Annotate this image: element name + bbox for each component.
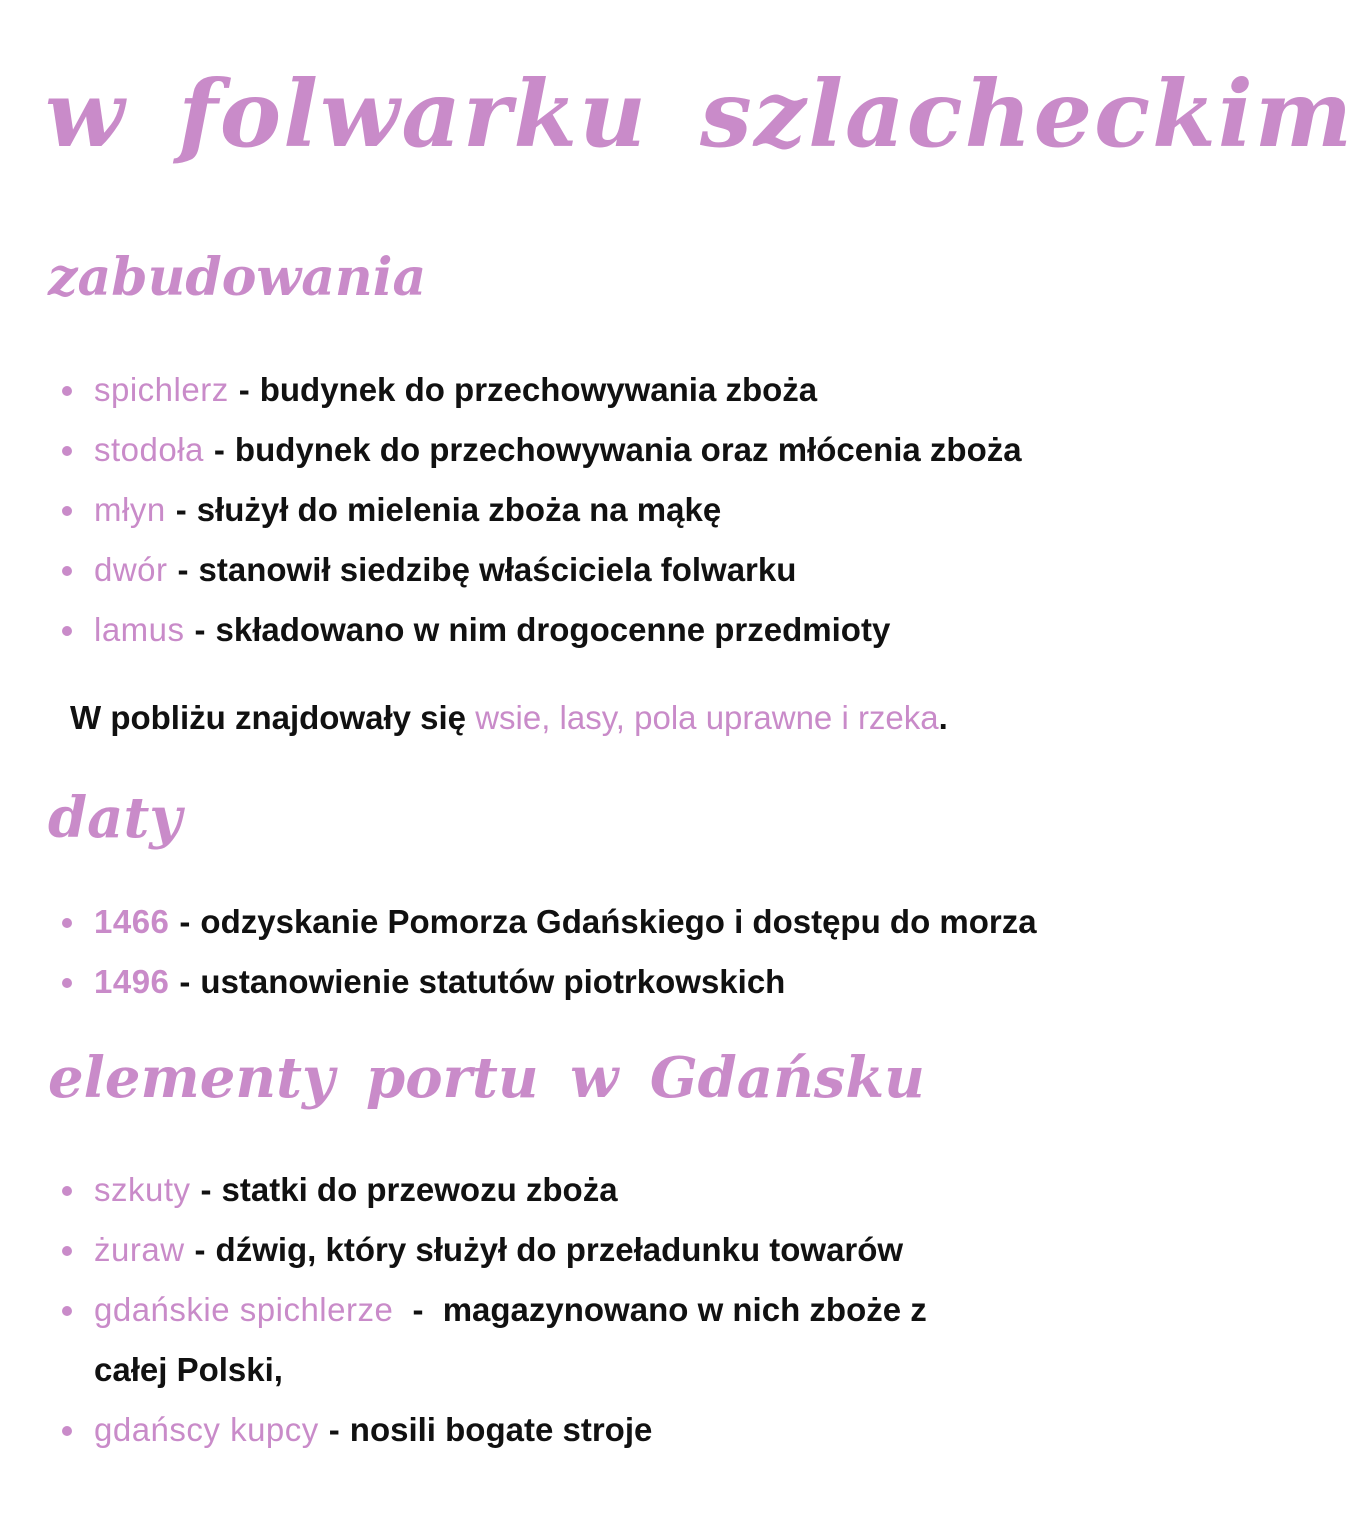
list-item [62,420,1022,480]
note-prefix: W pobliżu znajdowały się [70,699,476,736]
list-item [62,1220,974,1280]
item-year: 1496 [94,963,170,1000]
item-term: żuraw [94,1231,185,1268]
daty-list [62,892,1037,1012]
list-item [62,892,1037,952]
dash-separator: - [177,551,189,588]
dash-separator: - [213,431,225,468]
dash-separator: - [412,1291,424,1328]
bullet-dot [62,626,72,636]
dash-separator: - [175,491,187,528]
item-term: lamus [94,611,185,648]
item-description: nosili bogate stroje [349,1411,653,1448]
item-term: gdańskie spichlerze [94,1291,394,1328]
bullet-dot [62,386,72,396]
bullet-dot [62,566,72,576]
item-term: dwór [94,551,168,588]
section-heading-port-elements: elementy portu w Gdańsku [48,1045,925,1111]
item-description: służył do mielenia zboża na mąkę [196,491,722,528]
note-suffix: . [938,699,948,736]
item-description: budynek do przechowywania oraz młócenia zboża [234,431,1022,468]
list-item [62,540,1022,600]
item-term: stodoła [94,431,204,468]
list-item [62,1400,974,1460]
item-description: budynek do przechowywania zboża [259,371,818,408]
dash-separator: - [194,1231,206,1268]
item-term: spichlerz [94,371,229,408]
list-item [62,952,1037,1012]
item-term: gdańscy kupcy [94,1411,319,1448]
bullet-dot [62,506,72,516]
section-heading-zabudowania: zabudowania [48,247,427,308]
note-highlight: wsie, lasy, pola uprawne i rzeka [475,699,939,736]
dash-separator: - [194,611,206,648]
bullet-dot [62,978,72,988]
item-description: odzyskanie Pomorza Gdańskiego i dostępu do morza [200,903,1037,940]
list-item [62,600,1022,660]
item-year: 1466 [94,903,170,940]
item-description: składowano w nim drogocenne przedmioty [215,611,891,648]
item-description: dźwig, który służył do przeładunku towarów [215,1231,904,1268]
list-item [62,1280,974,1400]
item-description: magazynowano w nich zboże z całej Polski, [94,1291,927,1388]
bullet-dot [62,1426,72,1436]
item-term: młyn [94,491,166,528]
bullet-dot [62,1246,72,1256]
surroundings-note [70,688,948,748]
item-wrap [94,1280,974,1400]
item-description: ustanowienie statutów piotrkowskich [200,963,786,1000]
dash-separator: - [328,1411,340,1448]
bullet-dot [62,1306,72,1316]
bullet-dot [62,446,72,456]
page-title: w folwarku szlacheckim [45,60,1354,168]
port-elements-list [62,1160,974,1460]
dash-separator: - [179,903,191,940]
list-item [62,480,1022,540]
bullet-dot [62,1186,72,1196]
zabudowania-list [62,360,1022,660]
bullet-dot [62,918,72,928]
item-description: stanowił siedzibę właściciela folwarku [198,551,797,588]
item-description: statki do przewozu zboża [221,1171,618,1208]
item-term: szkuty [94,1171,191,1208]
list-item [62,1160,974,1220]
dash-separator: - [200,1171,212,1208]
dash-separator: - [238,371,250,408]
dash-separator: - [179,963,191,1000]
section-heading-daty: daty [48,785,182,851]
list-item [62,360,1022,420]
